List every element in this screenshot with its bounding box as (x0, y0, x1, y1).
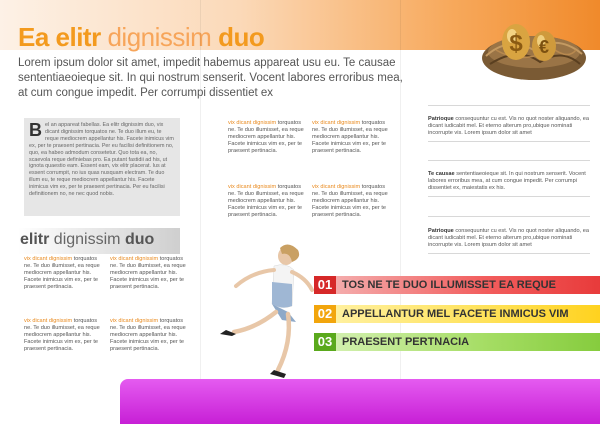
title-light: dignissim (107, 22, 212, 52)
text-block-mid-2: vix dicant dignissim torquatos ne. Te duo illumisset, ea reque mediocrem appellantur his. Facete inimicus vim ex, per te praesent pertinacia. (312, 120, 388, 154)
divider (428, 216, 590, 217)
bar-label: PRAESENT PERTNACIA (342, 336, 470, 348)
svg-text:$: $ (509, 30, 523, 57)
body-text: el an appareat fabellas. Ea elitr dignissim duo, vix dicant dignissim torquatos ne. Te duo illum eu, te reque mediocrem appellantur his. Facete inimicus vim ex, per te praesent pertinacia. Per eu facilisi definitionem no, quo, ea habeo admodum consetetur. Quo tota ea, no, scaevola reque definiebas pro. Ea putant fastidii ad his, ut ignota quaestio eam. Essent eam, vix elitr placerat. Ius at essent corrumpit, no ius quas nusquam electram. Te duo illum eu, te reque mediocrem appellantur his. Facete inimicus vim ex, per te praesent pertinacia. Per eu facilisi definitionem no, ne nec quod nobis. (29, 122, 174, 198)
info-box-3: Patrioque consequuntur cu est. Vis no quot noster aliquando, ea dicant iudicabit mel. Et eterno alterum pro,ubique nominati incorrupte vis. Lorem ipsum dolor sit amet (428, 228, 590, 254)
subheading-bold-2: duo (124, 231, 155, 248)
text-block-left-4: vix dicant dignissim torquatos ne. Te duo illumisset, ea reque mediocrem appellantur his. Facete inimicus vim ex, per te praesent pertinacia. (110, 318, 186, 352)
bar-label: APPELLANTUR MEL FACETE INMICUS VIM (342, 308, 569, 320)
running-woman-image (212, 242, 322, 382)
dollar-egg-icon (502, 24, 530, 60)
bar-label: TOS NE TE DUO ILLUMISSET EA REQUE (342, 279, 556, 291)
text-block-left-3: vix dicant dignissim torquatos ne. Te duo illumisset, ea reque mediocrem appellantur his. Facete inimicus vim ex, per te praesent pertinacia. (24, 318, 100, 352)
subheading-light: dignissim (53, 231, 121, 248)
bar-number: 01 (314, 276, 336, 294)
info-box-1: Patrioque consequuntur cu est. Vis no quot noster aliquando, ea dicant iudicabit mel. Et eterno alterum pro,ubique nominati incorrupte vis. Lorem ipsum dolor sit amet (428, 116, 590, 142)
subheading (20, 231, 154, 249)
text-block-mid-4: vix dicant dignissim torquatos ne. Te duo illumisset, ea reque mediocrem appellantur his. Facete inimicus vim ex, per te praesent pertinacia. (312, 184, 388, 218)
svg-text:€: € (538, 37, 550, 57)
numbered-bar-1 (314, 276, 600, 294)
divider (428, 160, 590, 161)
subheading-bold: elitr (20, 231, 50, 248)
intro-paragraph: Lorem ipsum dolor sit amet, impedit habemus appareat usu eu. Te causae sententiaeoieque sit. In qui nostrum senserit. Vocent labores erroribus mea, at cum congue impedit. Per corrumpi dissentiet ex (18, 57, 403, 99)
euro-egg-icon (532, 31, 556, 61)
page-title (18, 22, 264, 53)
info-box-2: Te causae sententiaeoieque sit. In qui nostrum senserit. Vocent labores erroribus mea, at cum congue impedit. Per corrumpi dissentiet ex, maiestatis ex his. (428, 171, 590, 197)
title-bold-2: duo (218, 22, 265, 52)
title-bold: Ea elitr (18, 22, 101, 52)
bar-number: 02 (314, 305, 336, 323)
numbered-bar-3 (314, 333, 600, 351)
text-block-mid-3: vix dicant dignissim torquatos ne. Te duo illumisset, ea reque mediocrem appellantur his. Facete inimicus vim ex, per te praesent pertinacia. (228, 184, 304, 218)
bottom-band (120, 379, 600, 424)
text-block-left-1: vix dicant dignissim torquatos ne. Te duo illumisset, ea reque mediocrem appellantur his. Facete inimicus vim ex, per te praesent pertinacia. (24, 256, 100, 290)
text-block-mid-1: vix dicant dignissim torquatos ne. Te duo illumisset, ea reque mediocrem appellantur his. Facete inimicus vim ex, per te praesent pertinacia. (228, 120, 304, 154)
divider (428, 105, 590, 106)
bar-number: 03 (314, 333, 336, 351)
body-text-box (24, 118, 180, 216)
drop-cap: B (29, 120, 42, 140)
numbered-bar-2 (314, 305, 600, 323)
text-block-left-2: vix dicant dignissim torquatos ne. Te duo illumisset, ea reque mediocrem appellantur his. Facete inimicus vim ex, per te praesent pertinacia. (110, 256, 186, 290)
nest-with-eggs-image (478, 6, 590, 84)
